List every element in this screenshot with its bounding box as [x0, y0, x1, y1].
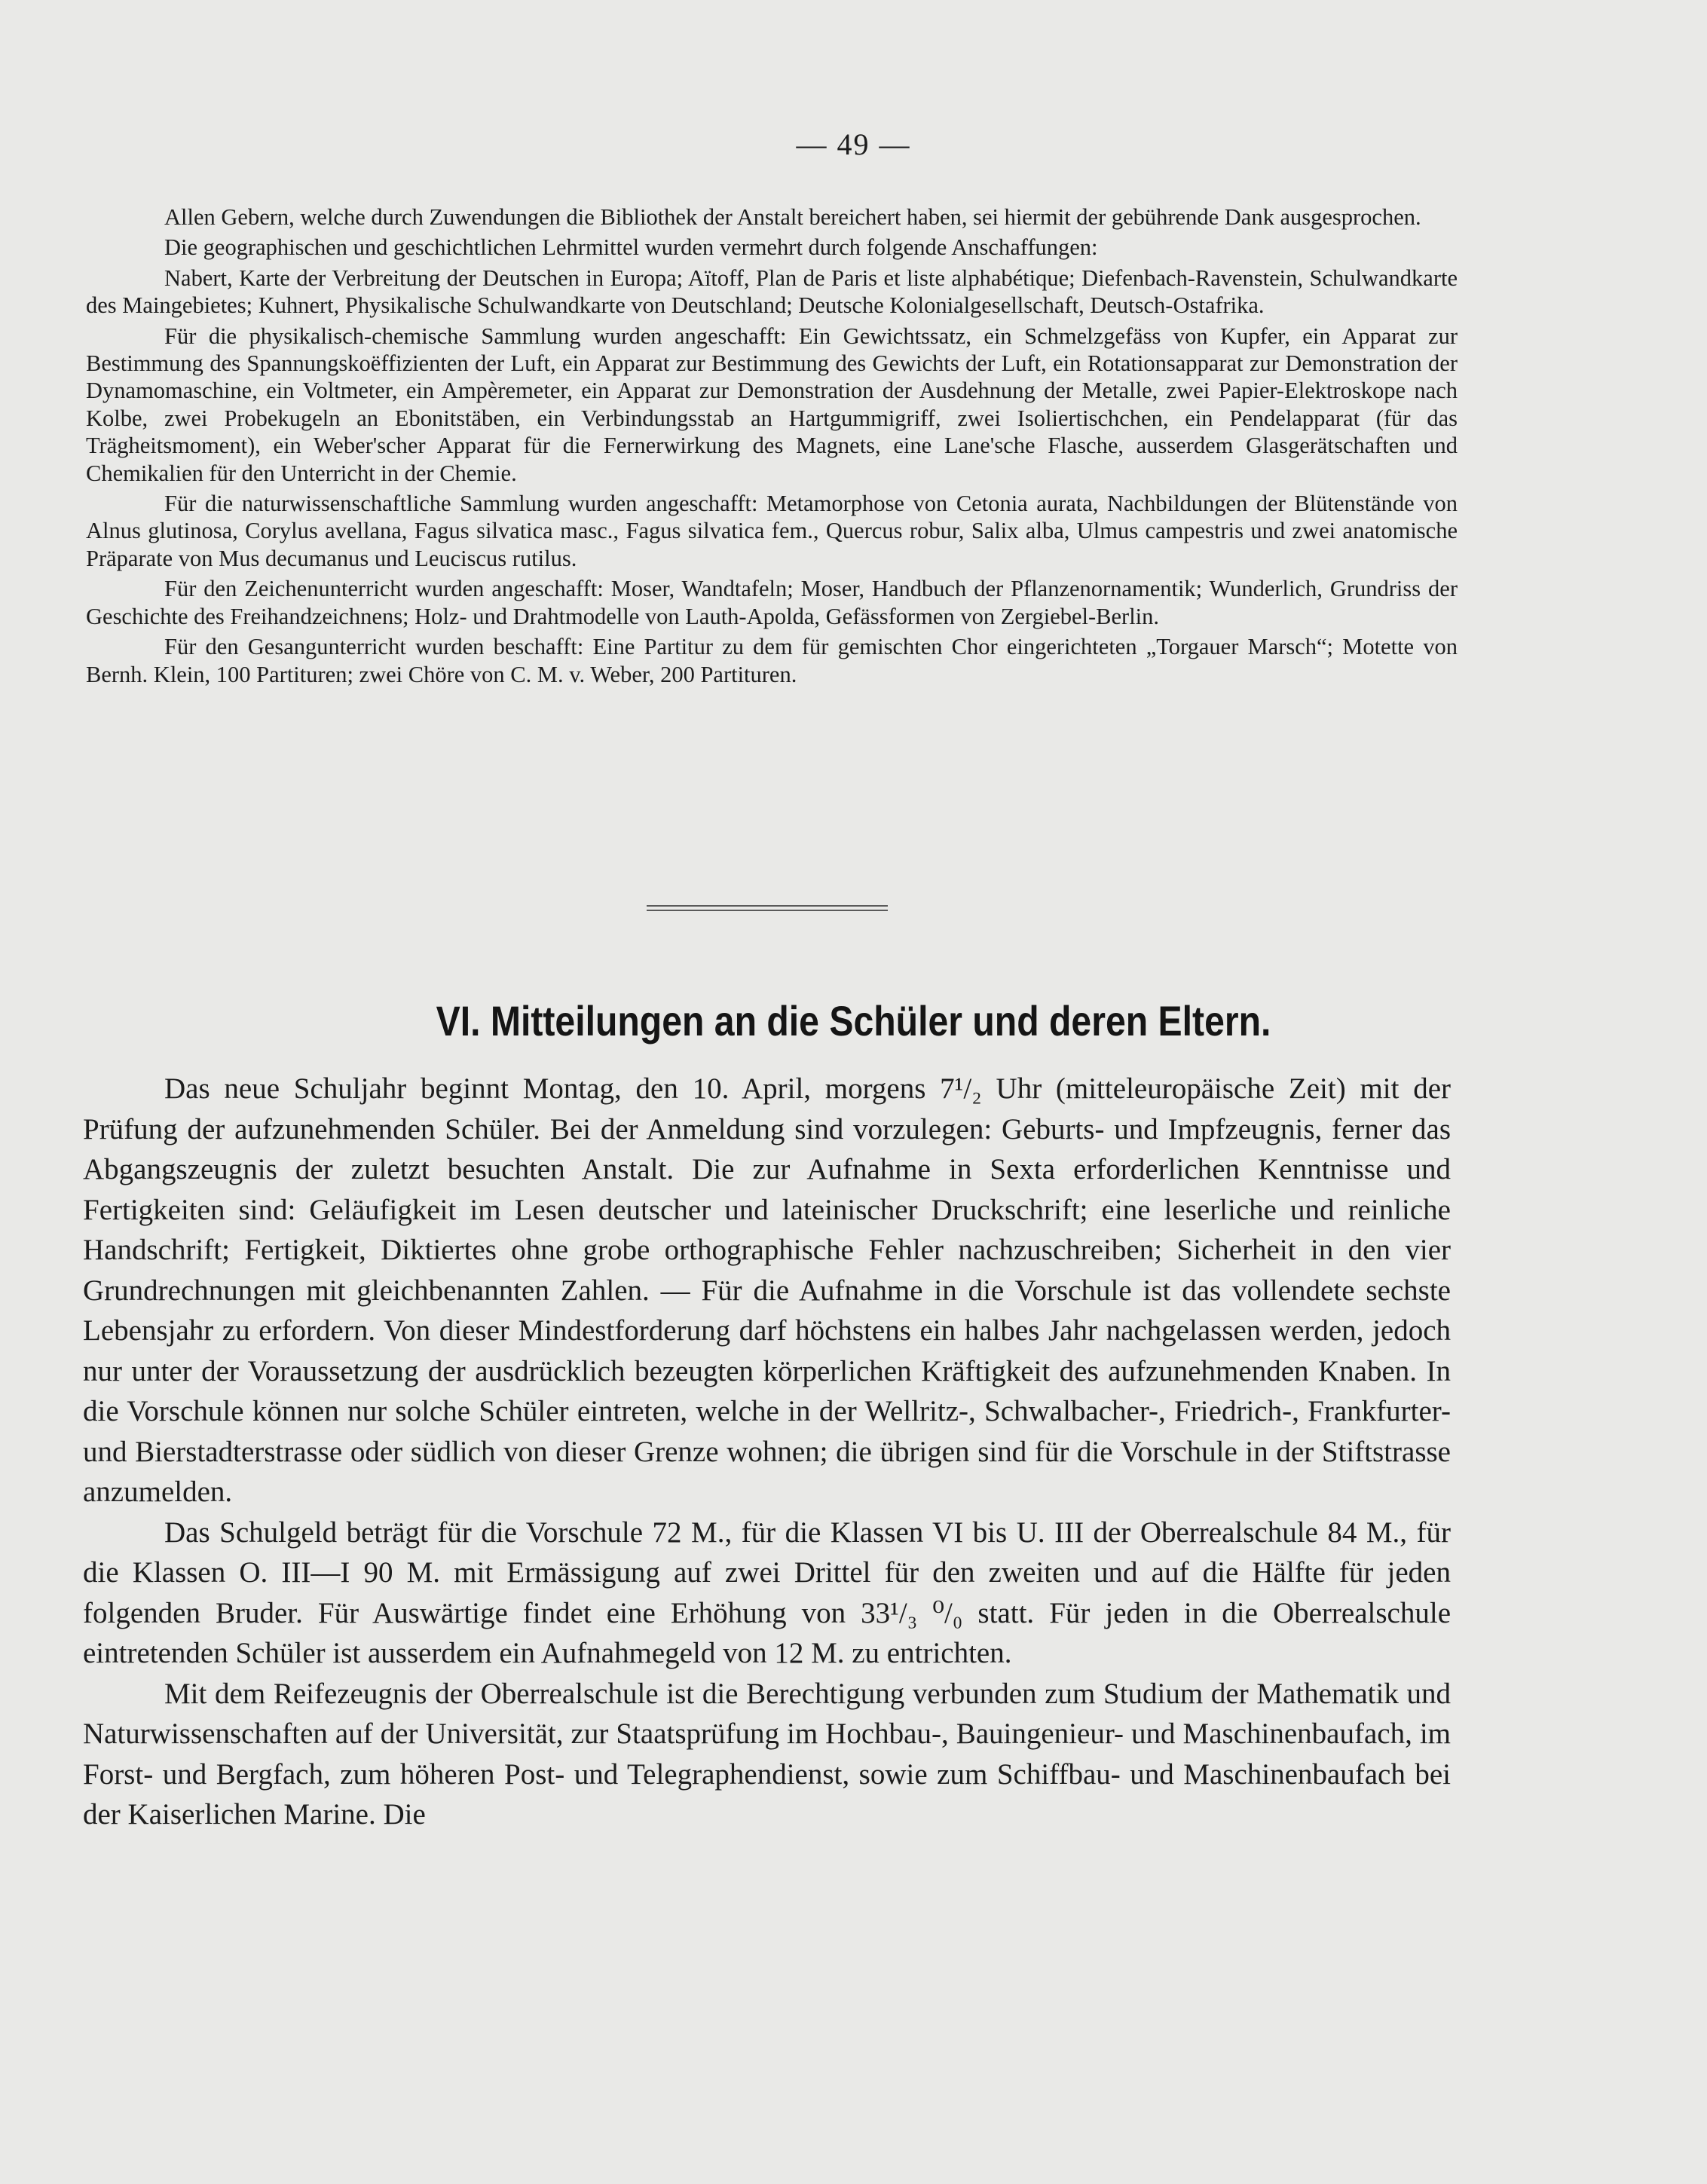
paragraph: Mit dem Reifezeugnis der Oberrealschule ist die Berechtigung verbunden zum Studium der Mathematik und Naturwissenschaften auf der Universität, zur Staatsprüfung im Hochbau-, Bauingenieur- und Maschinenbaufach, im Forst- und Bergfach, zum höheren Post- und Telegraphendienst, sowie zum Schiffbau- und Maschinenbaufach bei der Kaiserlichen Marine. Die [83, 1677, 1451, 1831]
announcements-section [83, 1069, 1451, 1835]
paragraph: Für die physikalisch-chemische Sammlung wurden angeschafft: Ein Gewichtssatz, ein Schmelzgefäss von Kupfer, ein Apparat zur Bestimmung des Spannungskoëffizienten der Luft, ein Apparat zur Bestimmung des Gewichts der Luft, ein Rotationsapparat zur Demonstration der Dynamomaschine, ein Voltmeter, ein Ampèremeter, ein Apparat zur Demonstration der Ausdehnung der Metalle, zwei Papier-Elektroskope nach Kolbe, zwei Probekugeln an Ebonitstäben, ein Verbindungsstab an Hartgummigriff, zwei Isoliertischchen, ein Pendelapparat (für das Trägheitsmoment), ein Weber'scher Apparat für die Fernerwirkung des Magnets, eine Lane'sche Flasche, ausserdem Glasgerätschaften und Chemikalien für den Unterricht in der Chemie. [86, 323, 1458, 486]
section-heading: VI. Mitteilungen an die Schüler und deren Eltern. [436, 997, 1271, 1045]
page-number: — 49 — [796, 127, 911, 161]
paragraph: Für die naturwissenschaftliche Sammlung wurden angeschafft: Metamorphose von Cetonia aurata, Nachbildungen der Blütenstände von Alnus glutinosa, Corylus avellana, Fagus silvatica masc., Fagus silvatica fem., Quercus robur, Salix alba, Ulmus campestris und zwei anatomische Präparate von Mus decumanus und Leuciscus rutilus. [86, 491, 1458, 571]
acquisitions-section [86, 203, 1458, 691]
paragraph: Für den Gesangunterricht wurden beschafft: Eine Partitur zu dem für gemischten Chor eingerichteten „Torgauer Marsch“; Motette von Bernh. Klein, 100 Partituren; zwei Chöre von C. M. v. Weber, 200 Partituren. [86, 634, 1458, 687]
paragraph: Nabert, Karte der Verbreitung der Deutschen in Europa; Aïtoff, Plan de Paris et liste alphabétique; Diefenbach-Ravenstein, Schulwandkarte des Maingebietes; Kuhnert, Physikalische Schulwandkarte von Deutschland; Deutsche Kolonialgesellschaft, Deutsch-Ostafrika. [86, 265, 1458, 319]
paragraph: Allen Gebern, welche durch Zuwendungen die Bibliothek der Anstalt bereichert haben, sei hiermit der gebührende Dank ausgesprochen. [164, 204, 1421, 230]
paragraph: Die geographischen und geschichtlichen Lehrmittel wurden vermehrt durch folgende Anschaffungen: [164, 234, 1098, 261]
paragraph: Das neue Schuljahr beginnt Montag, den 10. April, morgens 7¹/₂ Uhr (mitteleuropäische Zeit) mit der Prüfung der aufzunehmenden Schüler. Bei der Anmeldung sind vorzulegen: Geburts- und Impfzeugnis, ferner das Abgangszeugnis der zuletzt besuchten Anstalt. Die zur Aufnahme in Sexta erforderlichen Kenntnisse und Fertigkeiten sind: Geläufigkeit im Lesen deutscher und lateinischer Druckschrift; eine leserliche und reinliche Handschrift; Fertigkeit, Diktiertes ohne grobe orthographische Fehler nachzuschreiben; Sicherheit in den vier Grundrechnungen mit gleichbenannten Zahlen. — Für die Aufnahme in die Vorschule ist das vollendete sechste Lebensjahr zu erfordern. Von dieser Mindestforderung darf höchstens ein halbes Jahr nachgelassen werden, jedoch nur unter der Voraussetzung der ausdrücklich bezeugten körperlichen Kräftigkeit des aufzunehmenden Knaben. In die Vorschule können nur solche Schüler eintreten, welche in der Wellritz-, Schwalbacher-, Friedrich-, Frankfurter- und Bierstadterstrasse oder südlich von dieser Grenze wohnen; die übrigen sind für die Vorschule in der Stiftstrasse anzumelden. [83, 1072, 1451, 1508]
paragraph: Das Schulgeld beträgt für die Vorschule 72 M., für die Klassen VI bis U. III der Oberrealschule 84 M., für die Klassen O. III—I 90 M. mit Ermässigung auf zwei Drittel für den zweiten und auf die Hälfte für jeden folgenden Bruder. Für Auswärtige findet eine Erhöhung von 33¹/₃ ⁰/₀ statt. Für jeden in die Oberrealschule eintretenden Schüler ist ausserdem ein Aufnahmegeld von 12 M. zu entrichten. [83, 1516, 1451, 1669]
section-divider [647, 905, 888, 911]
paragraph: Für den Zeichenunterricht wurden angeschafft: Moser, Wandtafeln; Moser, Handbuch der Pflanzenornamentik; Wunderlich, Grundriss der Geschichte des Freihandzeichnens; Holz- und Drahtmodelle von Lauth-Apolda, Gefässformen von Zergiebel-Berlin. [86, 576, 1458, 629]
